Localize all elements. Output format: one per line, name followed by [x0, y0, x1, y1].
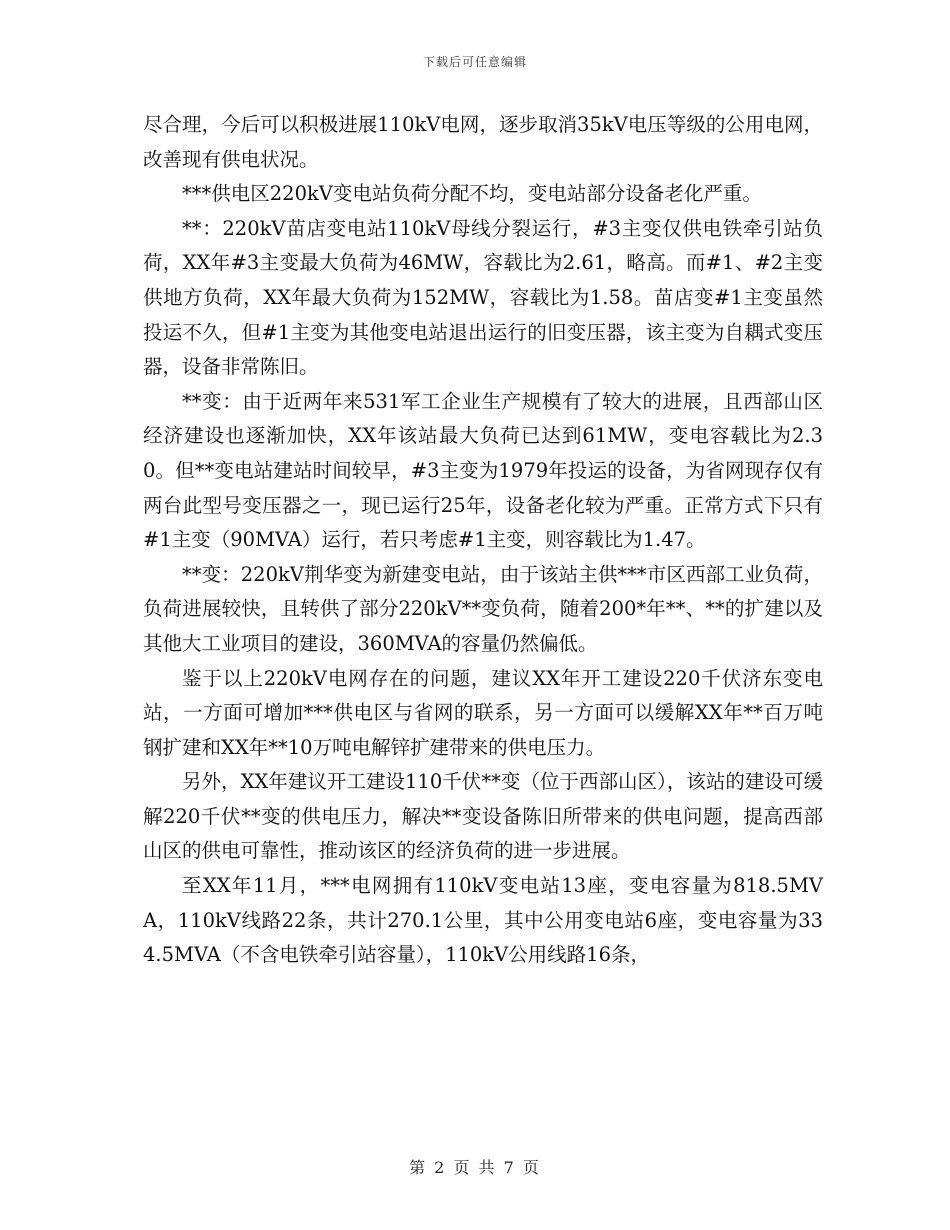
paragraph-110kv-proposal: 另外，XX年建议开工建设110千伏**变（位于西部山区），该站的建设可缓解220千伏**变的供电压力，解决**变设备陈旧所带来的供电问题，提高西部山区的供电可靠性，推动该区的经济负荷的进一步进展。 — [143, 770, 823, 863]
page-header: 下载后可任意编辑 — [422, 55, 527, 69]
document-body — [143, 108, 823, 973]
paragraph-western-substation: **变：由于近两年来531军工企业生产规模有了较大的进展，且西部山区经济建设也逐渐加快，XX年该站最大负荷已达到61MW，变电容载比为2.30。但**变电站建站时间较早，#3主变为1979年投运的设备，为省网现存仅有两台此型号变压器之一，现已运行25年，设备老化较为严重。正常方式下只有#1主变（90MVA）运行，若只考虑#1主变，则容载比为1.47。 — [143, 389, 823, 552]
paragraph-miaodian: **：220kV苗店变电站110kV母线分裂运行，#3主变仅供电铁牵引站负荷，XX年#3主变最大负荷为46MW，容载比为2.61，略高。而#1、#2主变供地方负荷，XX年最大负荷为152MW，容载比为1.58。苗店变#1主变虽然投运不久，但#1主变为其他变电站退出运行的旧变压器，该主变为自耦式变压器，设备非常陈旧。 — [143, 216, 823, 379]
paragraph-substation-load: ***供电区220kV变电站负荷分配不均，变电站部分设备老化严重。 — [182, 182, 762, 206]
page-number: 第 2 页 共 7 页 — [409, 1158, 541, 1177]
paragraph-jidong-proposal: 鉴于以上220kV电网存在的问题，建议XX年开工建设220千伏济东变电站，一方面可增加***供电区与省网的联系，另一方面可以缓解XX年**百万吨钢扩建和XX年**10万吨电解锌扩建带来的供电压力。 — [143, 666, 823, 759]
paragraph-grid-summary: 至XX年11月，***电网拥有110kV变电站13座，变电容量为818.5MVA，110kV线路22条，共计270.1公里，其中公用变电站6座，变电容量为334.5MVA（不含电铁牵引站容量），110kV公用线路16条， — [143, 874, 823, 967]
paragraph-continuation: 尽合理，今后可以积极进展110kV电网，逐步取消35kV电压等级的公用电网，改善现有供电状况。 — [143, 113, 823, 171]
paragraph-jinghua: **变：220kV荆华变为新建变电站，由于该站主供***市区西部工业负荷，负荷进展较快，且转供了部分220kV**变负荷，随着200*年**、**的扩建以及其他大工业项目的建设，360MVA的容量仍然偏低。 — [143, 562, 823, 655]
